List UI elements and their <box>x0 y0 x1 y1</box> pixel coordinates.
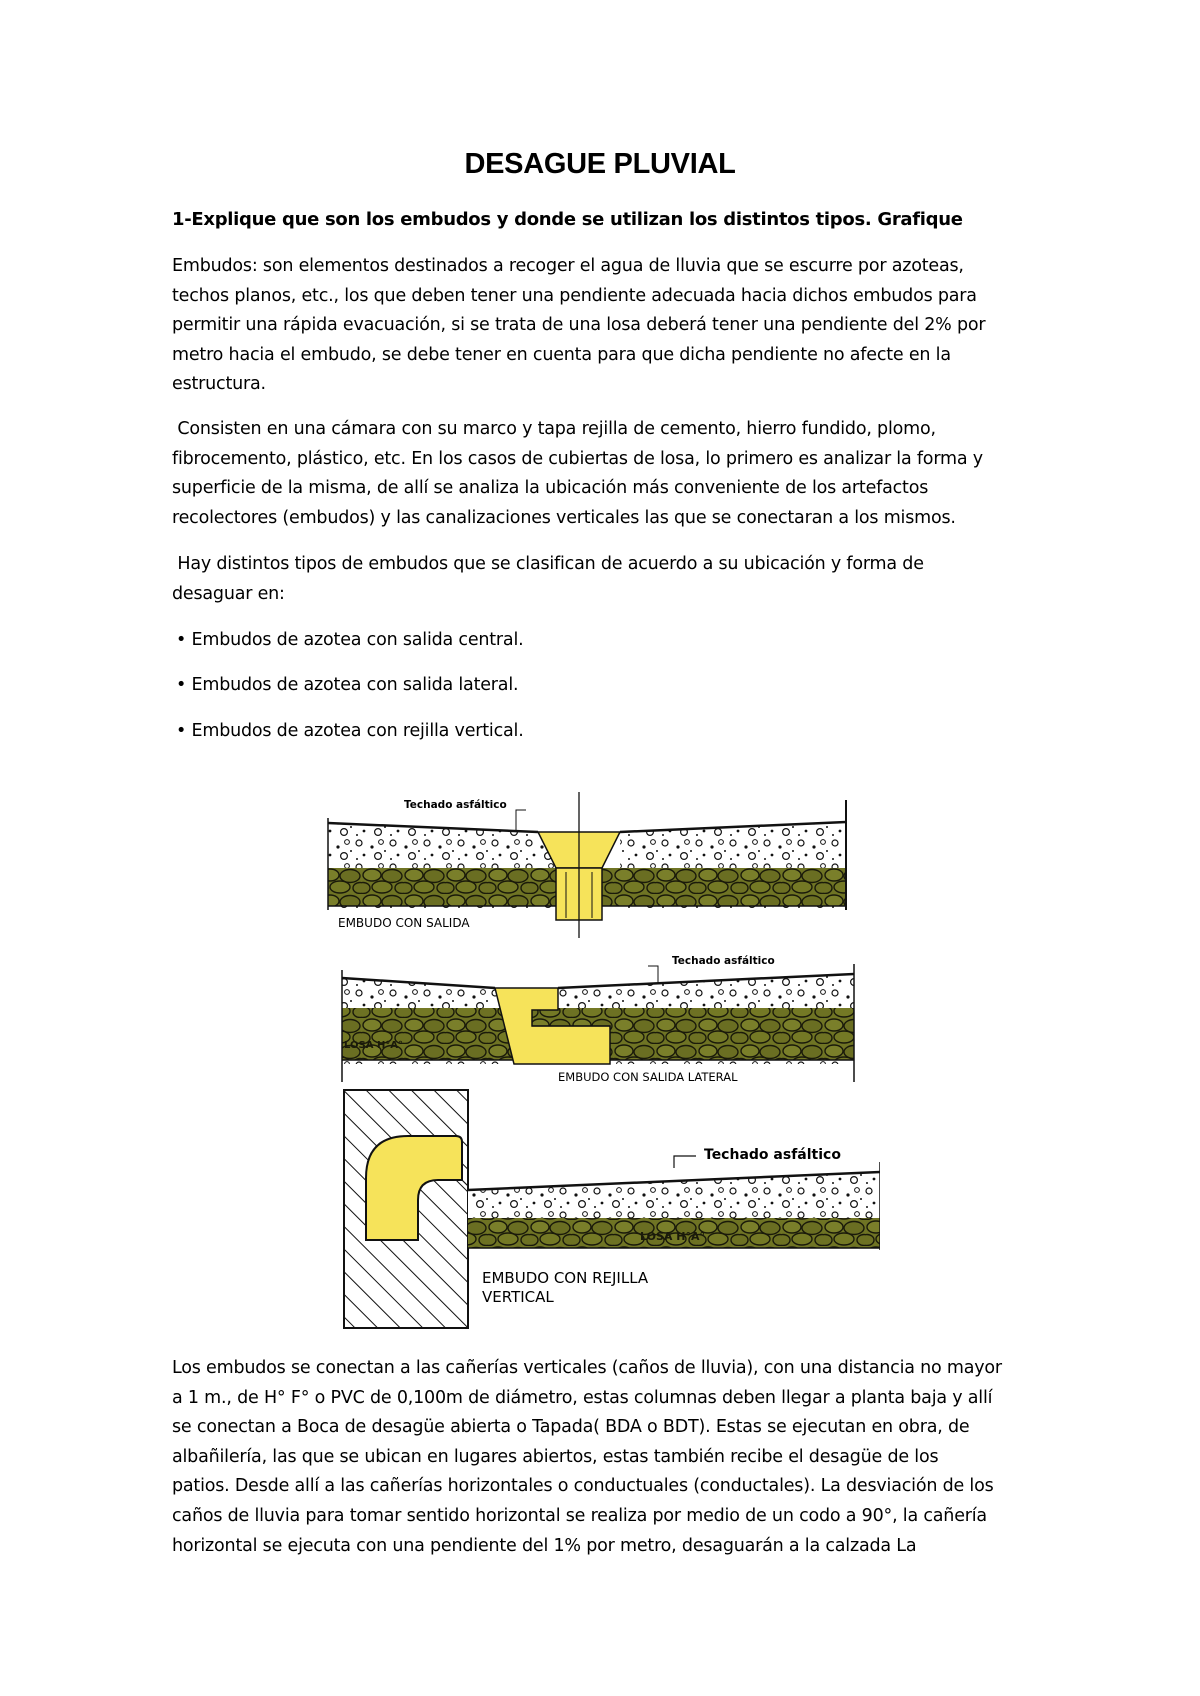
text-line: se conectan a Boca de desagüe abierta o Tapada( BDA o BDT). Estas se ejecutan en obra, de <box>172 1417 970 1438</box>
bullet-item: • Embudos de azotea con rejilla vertical. <box>176 721 524 741</box>
text-line: techos planos, etc., los que deben tener una pendiente adecuada hacia dichos embudos para <box>172 285 977 306</box>
text-line: desaguar en: <box>172 583 285 604</box>
fig-embudo-salida-lateral <box>342 955 854 1084</box>
paragraph-conexion <box>172 1354 1052 1561</box>
text-line: albañilería, las que se ubican en lugares abiertos, estas también recibe el desagüe de los <box>172 1446 939 1467</box>
text-line: estructura. <box>172 374 266 395</box>
fig-embudo-rejilla-vertical <box>344 1090 880 1328</box>
text-line: permitir una rápida evacuación, si se trata de una losa deberá tener una pendiente del 2% por <box>172 315 986 336</box>
text-line: horizontal se ejecuta con una pendiente del 1% por metro, desaguarán a la calzada La <box>172 1535 917 1556</box>
text-line: a 1 m., de H° F° o PVC de 0,100m de diámetro, estas columnas deben llegar a planta baja y allí <box>172 1387 993 1408</box>
text-line: caños de lluvia para tomar sentido horizontal se realiza por medio de un codo a 90°, la cañería <box>172 1505 987 1526</box>
fig3-roof-label: Techado asfáltico <box>704 1147 841 1163</box>
fig3-caption-line2: VERTICAL <box>482 1288 554 1306</box>
fig2-roof-label: Techado asfáltico <box>672 955 775 967</box>
fig-embudo-salida-central <box>328 792 846 938</box>
text-line: Embudos: son elementos destinados a recoger el agua de lluvia que se escurre por azoteas, <box>172 256 964 276</box>
text-line: fibrocemento, plástico, etc. En los casos de cubiertas de losa, lo primero es analizar la forma y <box>172 448 983 469</box>
paragraph-camara <box>172 415 1052 533</box>
fig1-roof-label: Techado asfáltico <box>404 799 507 811</box>
paragraph-embudos <box>172 252 1052 400</box>
text-line: metro hacia el embudo, se debe tener en cuenta para que dicha pendiente no afecte en la <box>172 344 951 365</box>
text-line: Consisten en una cámara con su marco y tapa rejilla de cemento, hierro fundido, plomo, <box>172 419 936 439</box>
text-line: recolectores (embudos) y las canalizaciones verticales las que se conectaran a los mismos. <box>172 507 956 528</box>
fig3-slab-label: LOSA H°A° <box>640 1230 705 1243</box>
paragraph-tipos <box>172 550 1052 609</box>
page-title: DESAGUE PLUVIAL <box>464 148 736 180</box>
fig1-caption: EMBUDO CON SALIDA <box>338 916 470 930</box>
text-line: Los embudos se conectan a las cañerías verticales (caños de lluvia), con una distancia no mayor <box>172 1358 1002 1378</box>
bullet-item: • Embudos de azotea con salida central. <box>176 630 524 650</box>
embudos-diagram <box>320 790 880 1330</box>
fig2-caption: EMBUDO CON SALIDA LATERAL <box>558 1070 738 1084</box>
fig3-caption-line1: EMBUDO CON REJILLA <box>482 1269 649 1287</box>
text-line: Hay distintos tipos de embudos que se clasifican de acuerdo a su ubicación y forma de <box>172 554 924 574</box>
fig2-slab-label: LOSA H°A° <box>344 1040 404 1051</box>
text-line: superficie de la misma, de allí se analiza la ubicación más conveniente de los artefactos <box>172 478 929 499</box>
bullet-item: • Embudos de azotea con salida lateral. <box>176 675 519 695</box>
text-line: patios. Desde allí a las cañerías horizontales o conductuales (conductales). La desviación de los <box>172 1476 994 1497</box>
question-heading: 1-Explique que son los embudos y donde se utilizan los distintos tipos. Grafique <box>172 209 963 230</box>
